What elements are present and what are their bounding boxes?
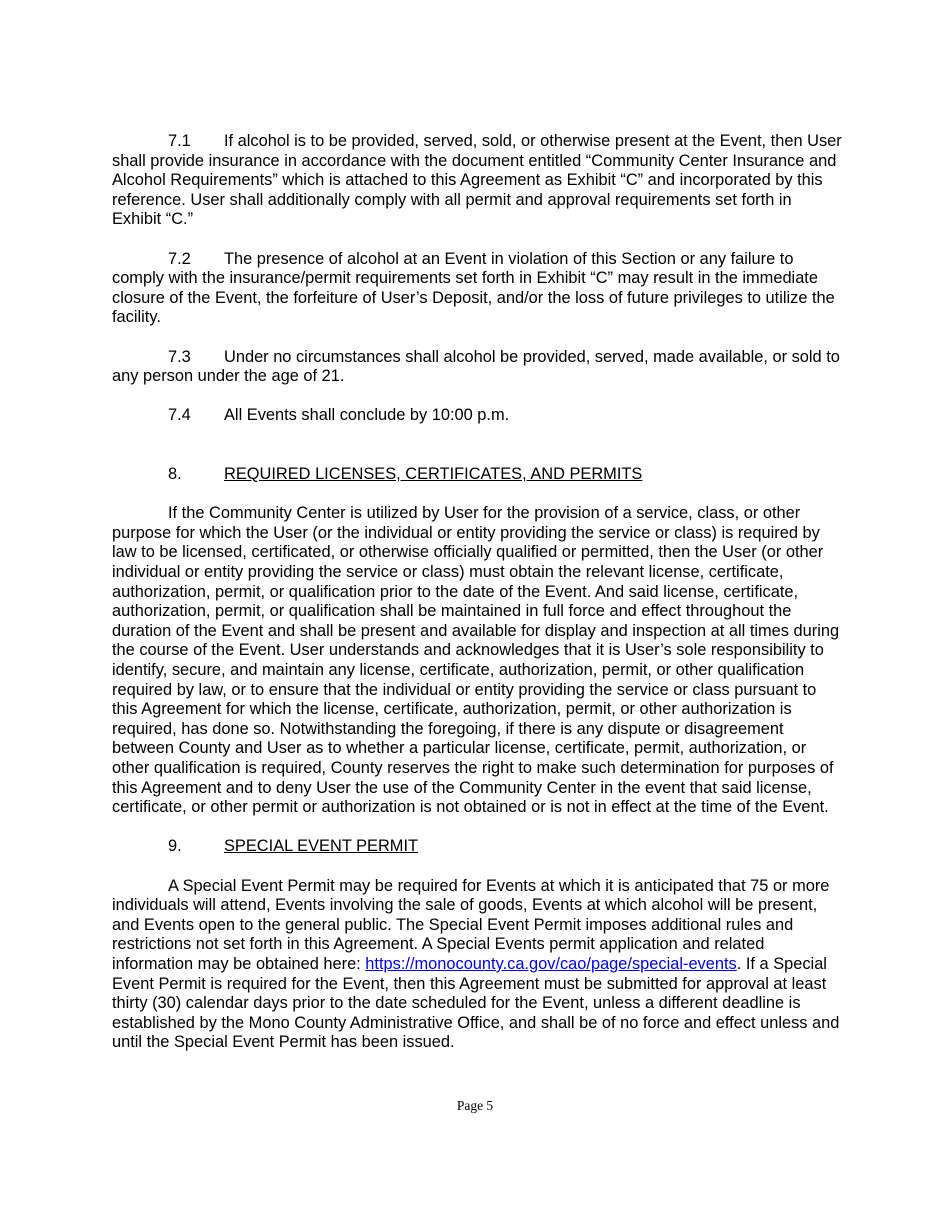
paragraph-7-2 — [112, 250, 842, 328]
section-number: 9. — [168, 837, 182, 856]
special-events-link[interactable]: https://monocounty.ca.gov/cao/page/special-events — [365, 954, 737, 973]
paragraph-7-3 — [112, 348, 842, 387]
paragraph-text: . If a Special Event Permit is required for the Event, then this Agreement must be submitted for approval at least thirty (30) calendar days prior to the date scheduled for the Event, unless a different deadline is established by the Mono County Administrative Office, and shall be of no force and effect unless and until the Special Event Permit has been issued. — [112, 954, 840, 1052]
paragraph-number: 7.3 — [168, 347, 191, 366]
paragraph-7-4 — [112, 406, 842, 426]
section-9-paragraph — [112, 877, 842, 1053]
paragraph-number: 7.1 — [168, 132, 191, 150]
paragraph-text: If alcohol is to be provided, served, sold, or otherwise present at the Event, then User shall provide insurance in accordance with the document entitled “Community Center Insurance and Alcohol Requirements” which is attached to this Agreement as Exhibit “C” and incorporated by this reference. User shall additionally comply with all permit and approval requirements set forth in Exhibit “C.” — [112, 132, 842, 229]
paragraph-7-1 — [112, 132, 842, 230]
document-body — [112, 132, 842, 1053]
paragraph-number: 7.4 — [168, 406, 191, 425]
paragraph-text: The presence of alcohol at an Event in violation of this Section or any failure to comply with the insurance/permit requirements set forth in Exhibit “C” may result in the immediate closure of the Event, the forfeiture of User’s Deposit, and/or the loss of future privileges to utilize the facility. — [112, 249, 835, 327]
paragraph-text: Under no circumstances shall alcohol be provided, served, made available, or sold to any person under the age of 21. — [112, 347, 840, 386]
section-9-heading — [112, 837, 842, 857]
paragraph-text: A Special Event Permit may be required for Events at which it is anticipated that 75 or more individuals will attend, Events involving the sale of goods, Events at which alcohol will be present, and Events open to the general public. The Special Event Permit imposes additional rules and restrictions not set forth in this Agreement. A Special Events permit application and related information may be obtained here: — [112, 876, 830, 973]
section-title: SPECIAL EVENT PERMIT — [224, 837, 419, 856]
paragraph-text: All Events shall conclude by 10:00 p.m. — [224, 406, 510, 425]
section-title: REQUIRED LICENSES, CERTIFICATES, AND PERMITS — [224, 465, 643, 484]
page-number: Page 5 — [456, 1098, 494, 1113]
section-8-heading — [112, 465, 842, 485]
paragraph-number: 7.2 — [168, 249, 191, 268]
section-8-paragraph: If the Community Center is utilized by User for the provision of a service, class, or other purpose for which the User (or the individual or entity providing the service or class) is required by law to be licensed, certificated, or otherwise officially qualified or permitted, then the User (or other individual or entity providing the service or class) must obtain the relevant license, certificate, authorization, permit, or qualification prior to the date of the Event. And said license, certificate, authorization, permit, or qualification shall be maintained in full force and effect throughout the duration of the Event and shall be present and available for display and inspection at all times during the course of the Event. User understands and acknowledges that it is User’s sole responsibility to identify, secure, and maintain any license, certificate, authorization, permit, or other qualification required by law, or to ensure that the individual or entity providing the service or class pursuant to this Agreement for which the license, certificate, authorization, permit, or other authorization is required, has done so. Notwithstanding the foregoing, if there is any dispute or disagreement between County and User as to whether a particular license, certificate, permit, authorization, or other qualification is required, County reserves the right to make such determination for purposes of this Agreement and to deny User the use of the Community Center in the event that said license, certificate, or other permit or authorization is not obtained or is not in effect at the time of the Event. — [112, 504, 840, 817]
section-number: 8. — [168, 465, 182, 484]
